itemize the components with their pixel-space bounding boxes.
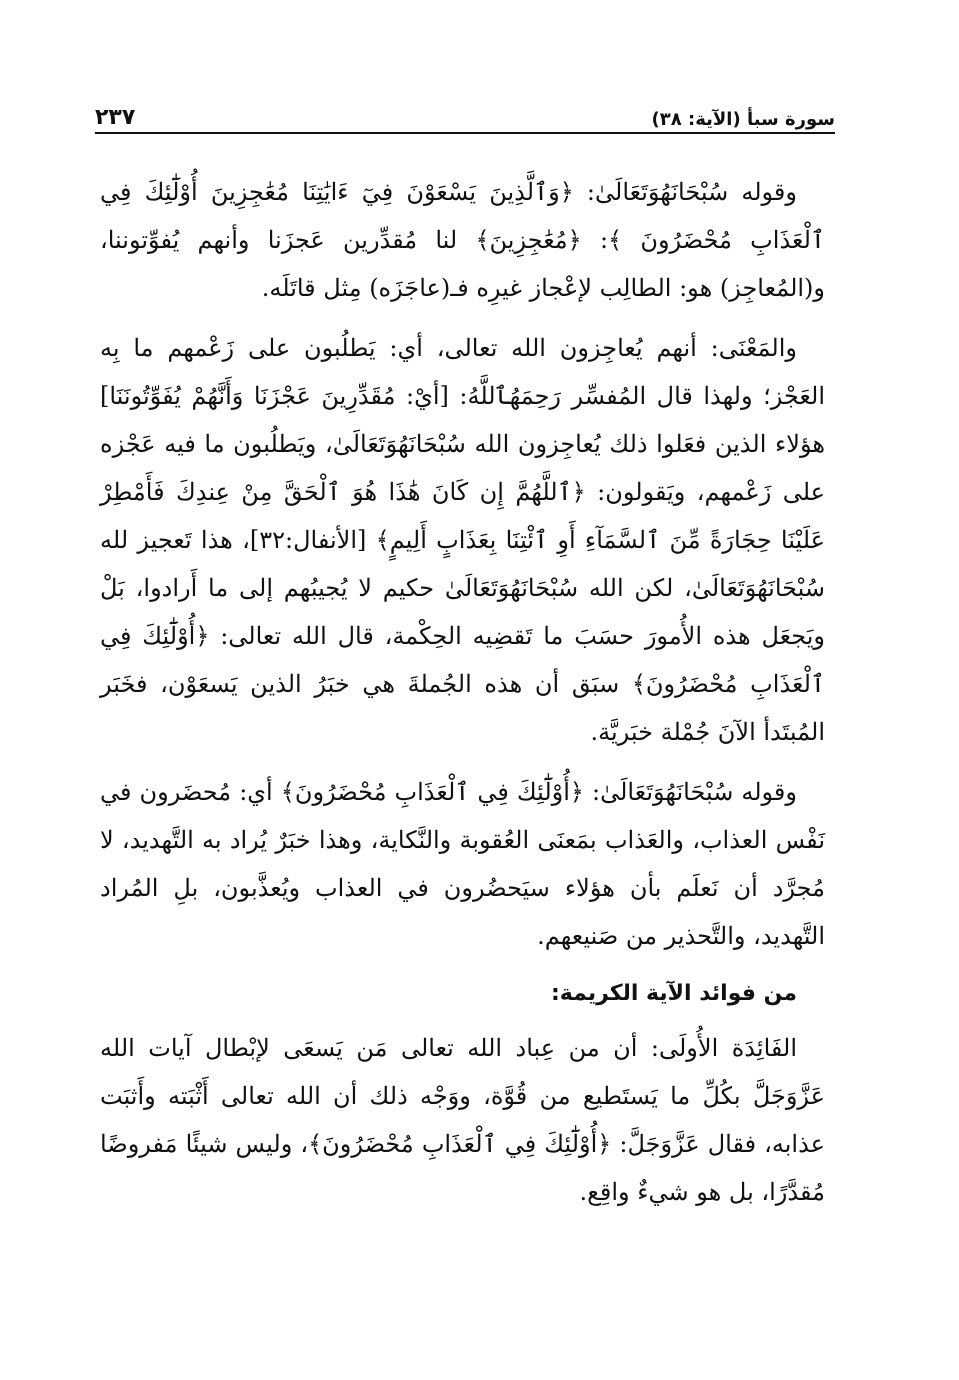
page-number: ٢٣٧: [95, 105, 136, 130]
page-body: [100, 168, 825, 1228]
header-divider: [95, 132, 835, 134]
page-header: [95, 96, 835, 130]
paragraph-meaning: والمَعْنَى: أنهم يُعاجِزون الله تعالى، أي: يَطلُبون على زَعْمهم ما بِه العَجْز؛ ولهذا قال المُفسِّر رَحِمَهُٱللَّهُ: [أيْ: مُقَدِّرِينَ عَجْزَنَا وَأَنَّهُمْ يُفَوِّتُونَنَا] هؤلاء الذين فعَلوا ذلك يُعاجِزون الله سُبْحَانَهُوَتَعَالَىٰ، ويَطلُبون ما فيه عَجْزه على زَعْمهم، ويَقولون: ﴿ٱللَّهُمَّ إِن كَانَ هَٰذَا هُوَ ٱلْحَقَّ مِنْ عِندِكَ فَأَمْطِرْ عَلَيْنَا حِجَارَةً مِّنَ ٱلسَّمَآءِ أَوِ ٱئْتِنَا بِعَذَابٍ أَلِيمٍ﴾ [الأنفال:٣٢]، هذا تَعجيز لله سُبْحَانَهُوَتَعَالَىٰ، لكن الله سُبْحَانَهُوَتَعَالَىٰ حكيم لا يُجيبُهم إلى ما أَرادوا، بَلْ ويَجعَل هذه الأُمورَ حسَبَ ما تَقضِيه الحِكْمة، قال الله تعالى: ﴿أُوْلَٰٓئِكَ فِي ٱلْعَذَابِ مُحْضَرُونَ﴾ سبَق أن هذه الجُملةَ هي خبَرُ الذين يَسعَوْن، فخَبَر المُبتَدأ الآنَ جُمْلة خبَريَّة.: [100, 334, 826, 746]
paragraph-punishment: وقوله سُبْحَانَهُوَتَعَالَىٰ: ﴿أُوْلَٰٓئِكَ فِي ٱلْعَذَابِ مُحْضَرُونَ﴾ أي: مُحضَرون في نَفْس العذاب، والعَذاب بمَعنَى العُقوبة والنَّكاية، وهذا خبَرٌ يُراد به التَّهديد، لا مُجرَّد أن نَعلَم بأن هؤلاء سيَحضُرون في العذاب ويُعذَّبون، بلِ المُراد التَّهديد، والتَّحذير من صَنيعهم.: [100, 778, 825, 950]
section-heading: من فوائد الآية الكريمة:: [550, 981, 797, 1006]
running-title: سورة سبأ (الآية: ٣٨): [651, 109, 835, 130]
paragraph-verse-commentary: وقوله سُبْحَانَهُوَتَعَالَىٰ: ﴿وَٱلَّذِينَ يَسْعَوْنَ فِيٓ ءَايَٰتِنَا مُعَٰجِزِينَ أُوْلَٰٓئِكَ فِي ٱلْعَذَابِ مُحْضَرُونَ ﴾: ﴿مُعَٰجِزِينَ﴾ لنا مُقدِّرين عَجزَنا وأنهم يُفوِّتوننا، و(المُعاجِز) هو: الطالِب لإعْجاز غيرِه فـ(عاجَزَه) مِثل قاتَلَه.: [100, 178, 825, 302]
paragraph-first-benefit: الفَائِدَة الأُولَى: أن من عِباد الله تعالى مَن يَسعَى لإبْطال آيات الله عَزَّوَجَلَّ بكُلِّ ما يَستَطيع من قُوَّة، ووَجْه ذلك أن الله تعالى أَثْبَته وأَثبَت عذابه، فقال عَزَّوَجَلَّ: ﴿أُوْلَٰٓئِكَ فِي ٱلْعَذَابِ مُحْضَرُونَ﴾، وليس شيئًا مَفروضًا مُقدَّرًا، بل هو شيءٌ واقِع.: [100, 1034, 825, 1206]
